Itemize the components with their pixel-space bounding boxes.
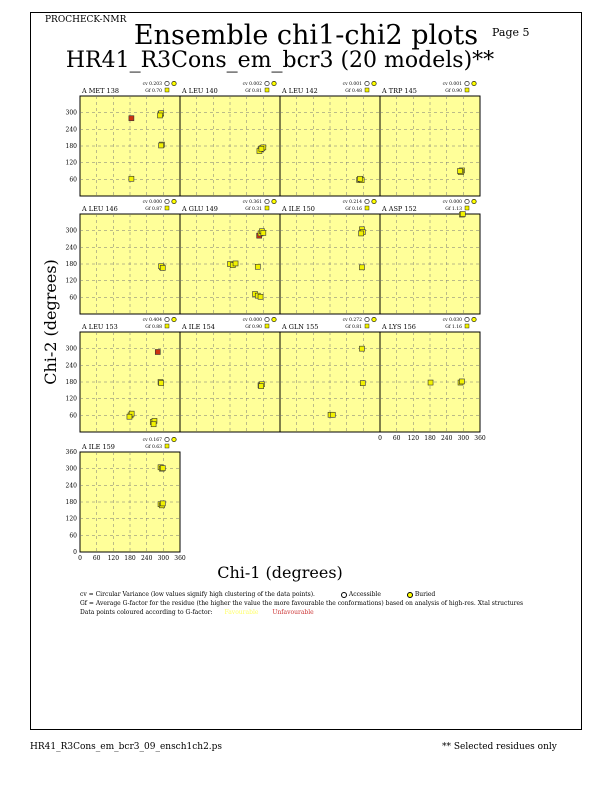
gf-colour-icon (165, 324, 169, 328)
x-tick-label: 180 (124, 555, 136, 562)
access-icon (272, 317, 276, 321)
panel-residue-label: A LEU 142 (282, 87, 318, 95)
data-point (259, 146, 264, 151)
panel-gf-label: Gf 0.16 (345, 207, 362, 212)
panel-cv-label: cv 0.030 (442, 318, 462, 323)
footer-note: ** Selected residues only (442, 742, 557, 752)
cv-icon (165, 437, 169, 441)
cv-icon (165, 317, 169, 321)
data-point (158, 113, 163, 118)
x-tick-label: 0 (78, 555, 82, 562)
panel-gf-label: Gf 0.87 (145, 207, 162, 212)
panel-residue-label: A ASP 152 (382, 205, 417, 213)
y-tick-label: 120 (65, 159, 77, 167)
data-point (233, 261, 238, 266)
y-tick-label: 180 (65, 379, 77, 386)
cv-icon (465, 199, 469, 203)
cv-icon (165, 199, 169, 203)
gf-colour-icon (165, 206, 169, 210)
y-axis-label: Chi-2 (degrees) (41, 259, 60, 385)
buried-icon (407, 592, 413, 598)
access-icon (472, 81, 476, 85)
x-tick-label: 60 (92, 555, 101, 562)
panel-residue-label: A GLN 155 (282, 323, 319, 331)
panel-cv-label: cv 0.272 (342, 318, 362, 323)
data-point (160, 501, 165, 506)
cv-icon (365, 81, 369, 85)
y-tick-label: 60 (69, 412, 77, 420)
legend-accessible: Accessible (348, 591, 381, 598)
panel-gf-label: Gf 0.31 (245, 207, 262, 212)
panel-cv-label: cv 0.001 (342, 82, 362, 87)
x-tick-label: 300 (157, 555, 170, 562)
y-tick-label: 240 (65, 126, 77, 134)
x-tick-label: 240 (140, 555, 153, 562)
panel-cv-label: cv 0.167 (142, 438, 162, 443)
data-point (129, 116, 134, 121)
access-icon (172, 81, 176, 85)
panel-gf-label: Gf 0.63 (145, 445, 162, 450)
y-tick-label: 300 (65, 109, 77, 117)
x-tick-label: 120 (407, 435, 420, 442)
data-point (129, 176, 134, 181)
cv-icon (265, 317, 269, 321)
gf-colour-icon (265, 206, 269, 210)
data-point (360, 381, 365, 386)
data-point (255, 264, 260, 269)
panel-residue-label: A ILE 159 (82, 443, 115, 451)
panel-cv-label: cv 0.361 (242, 200, 262, 205)
data-point (359, 346, 364, 351)
y-tick-label: 180 (65, 261, 77, 268)
panel-residue-label: A GLU 149 (182, 205, 218, 213)
panel-cv-label: cv 0.214 (342, 200, 362, 205)
x-tick-label: 240 (440, 435, 453, 442)
access-icon (272, 199, 276, 203)
legend-cv-text: cv = Circular Variance (low values signify high clustering of the data points). (80, 591, 315, 598)
gf-colour-icon (265, 324, 269, 328)
panel-gf-label: Gf 1.13 (445, 207, 462, 212)
legend (80, 590, 523, 617)
cv-icon (165, 81, 169, 85)
program-label: PROCHECK-NMR (45, 15, 127, 25)
panel-gf-label: Gf 0.90 (445, 89, 462, 94)
y-tick-label: 300 (65, 227, 77, 235)
access-icon (372, 199, 376, 203)
panel-cv-label: cv 0.000 (142, 200, 162, 205)
data-point (359, 265, 364, 270)
access-icon (172, 437, 176, 441)
panel-gf-label: Gf 0.90 (245, 325, 262, 330)
data-point (155, 350, 160, 355)
gf-colour-icon (165, 88, 169, 92)
panel-cv-label: cv 0.000 (442, 200, 462, 205)
data-point (160, 265, 165, 270)
chart-subtitle: HR41_R3Cons_em_bcr3 (20 models)** (65, 48, 495, 73)
cv-icon (265, 81, 269, 85)
cv-icon (465, 317, 469, 321)
y-tick-label: 60 (69, 176, 77, 184)
legend-unfavourable: Unfavourable (272, 609, 314, 616)
gf-colour-icon (465, 324, 469, 328)
data-point (259, 384, 264, 389)
legend-colour-text: Data points coloured according to G-factor: (80, 609, 213, 616)
panel-gf-label: Gf 0.88 (145, 325, 162, 330)
data-point (151, 422, 156, 427)
gf-colour-icon (365, 324, 369, 328)
panel-cv-label: cv 0.404 (142, 318, 162, 323)
y-tick-label: 120 (65, 277, 77, 285)
page-number: Page 5 (492, 26, 530, 39)
access-icon (372, 81, 376, 85)
y-tick-label: 60 (69, 294, 77, 302)
panel-gf-label: Gf 1.16 (445, 325, 462, 330)
data-point (159, 381, 164, 386)
access-icon (272, 81, 276, 85)
panel-cv-label: cv 0.001 (442, 82, 462, 87)
data-point (160, 466, 165, 471)
y-tick-label: 360 (65, 449, 77, 456)
x-tick-label: 180 (424, 435, 436, 442)
y-tick-label: 0 (73, 549, 77, 556)
x-tick-label: 0 (378, 435, 382, 442)
x-tick-label: 300 (457, 435, 470, 442)
data-point (159, 143, 164, 148)
gf-colour-icon (465, 206, 469, 210)
panel-residue-label: A MET 138 (82, 87, 119, 95)
data-point (460, 212, 465, 217)
panel-gf-label: Gf 0.70 (145, 89, 162, 94)
legend-gf-text: Gf = Average G-factor for the residue (the higher the value the more favourable the conformations) based on analysis of high-res. Xtal structures (80, 600, 524, 607)
cv-icon (365, 199, 369, 203)
legend-buried: Buried (414, 591, 436, 598)
panel-residue-label: A ILE 154 (182, 323, 215, 331)
data-point (261, 230, 266, 235)
y-tick-label: 60 (69, 532, 77, 540)
panel-residue-label: A LEU 153 (82, 323, 118, 331)
gf-colour-icon (165, 444, 169, 448)
y-tick-label: 120 (65, 515, 77, 523)
data-point (258, 294, 263, 299)
panel-gf-label: Gf 0.48 (345, 89, 362, 94)
panel-cv-label: cv 0.000 (242, 318, 262, 323)
panel-cv-label: cv 0.203 (142, 82, 162, 87)
gf-colour-icon (265, 88, 269, 92)
accessible-icon (341, 592, 347, 598)
access-icon (472, 317, 476, 321)
y-tick-label: 240 (65, 244, 77, 252)
data-point (358, 176, 363, 181)
panel-residue-label: A LEU 146 (82, 205, 118, 213)
panel-residue-label: A TRP 145 (382, 87, 417, 95)
panel-residue-label: A LEU 140 (182, 87, 218, 95)
y-tick-label: 180 (65, 143, 77, 150)
data-point (459, 379, 464, 384)
access-icon (472, 199, 476, 203)
cv-icon (265, 199, 269, 203)
data-point (330, 412, 335, 417)
x-tick-label: 360 (174, 555, 186, 562)
y-tick-label: 300 (65, 345, 77, 353)
x-tick-label: 360 (474, 435, 486, 442)
y-tick-label: 240 (65, 482, 77, 490)
gf-colour-icon (365, 88, 369, 92)
x-axis-label: Chi-1 (degrees) (217, 563, 343, 582)
y-tick-label: 240 (65, 362, 77, 370)
panel-residue-label: A LYS 156 (382, 323, 416, 331)
chart-title: Ensemble chi1-chi2 plots (133, 20, 479, 51)
access-icon (372, 317, 376, 321)
gf-colour-icon (365, 206, 369, 210)
panel-gf-label: Gf 0.81 (245, 89, 262, 94)
x-tick-label: 60 (392, 435, 401, 442)
y-tick-label: 300 (65, 465, 77, 473)
data-point (458, 169, 463, 174)
access-icon (172, 199, 176, 203)
data-point (359, 231, 364, 236)
footer-filename: HR41_R3Cons_em_bcr3_09_ensch1ch2.ps (30, 742, 223, 752)
cv-icon (365, 317, 369, 321)
panel-cv-label: cv 0.002 (242, 82, 262, 87)
cv-icon (465, 81, 469, 85)
panel-gf-label: Gf 0.81 (345, 325, 362, 330)
data-point (428, 380, 433, 385)
x-tick-label: 120 (107, 555, 120, 562)
y-tick-label: 180 (65, 499, 77, 506)
data-point (127, 414, 132, 419)
gf-colour-icon (465, 88, 469, 92)
access-icon (172, 317, 176, 321)
y-tick-label: 120 (65, 395, 77, 403)
legend-favourable: Favourable (224, 609, 259, 616)
panel-residue-label: A ILE 150 (282, 205, 315, 213)
